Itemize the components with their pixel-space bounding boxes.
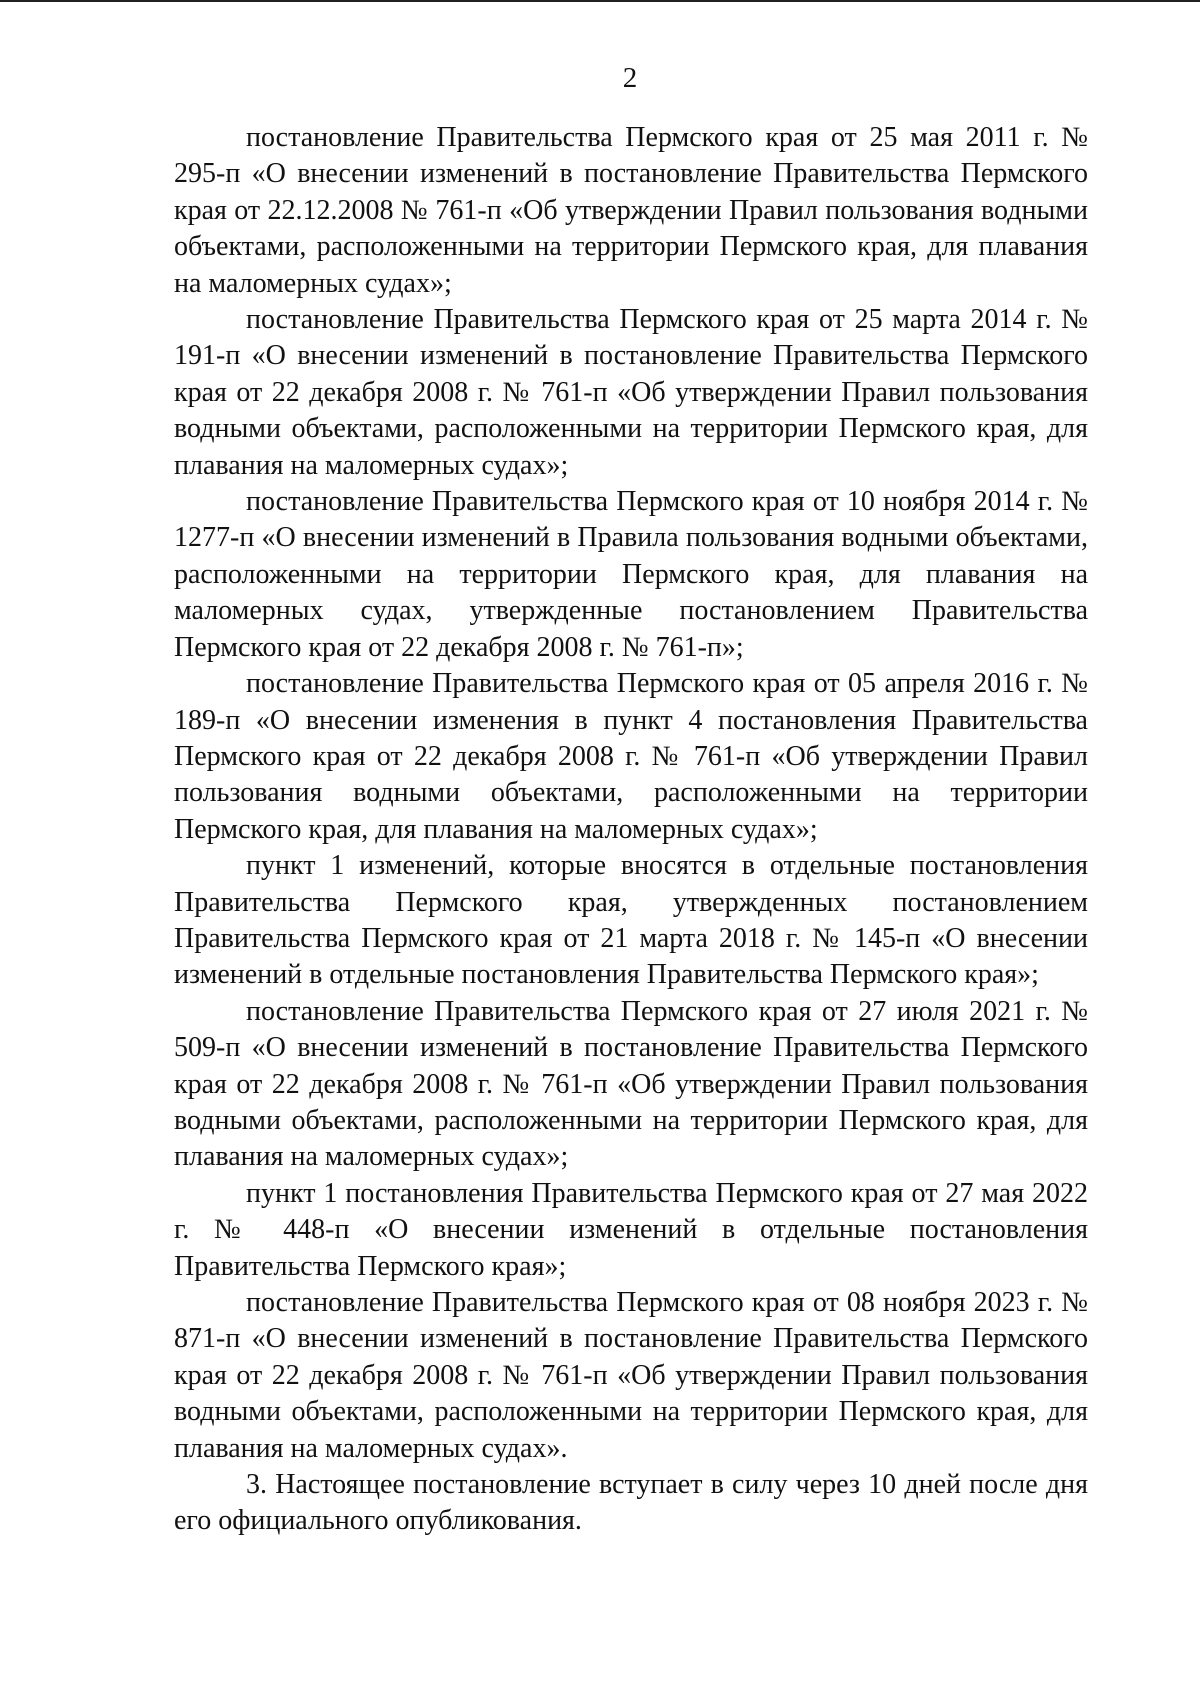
page-top-edge — [0, 0, 1200, 2]
paragraph-resolution-145p: пункт 1 изменений, которые вносятся в отдельные постановления Правительства Пермского края, утвержденных постановлением Правительства Пермского края от 21 марта 2018 г. № 145-п «О внесении изменений в отдельные постановления Правительства Пермского края»; — [174, 850, 1088, 991]
paragraph-resolution-191p: постановление Правительства Пермского края от 25 марта 2014 г. № 191-п «О внесении изменений в постановление Правительства Пермского края от 22 декабря 2008 г. № 761-п «Об утверждении Правил пользования водными объектами, расположенными на территории Пермского края, для плавания на маломерных судах»; — [174, 304, 1088, 481]
paragraph-resolution-1277p: постановление Правительства Пермского края от 10 ноября 2014 г. № 1277-п «О внесении изменений в Правила пользования водными объектами, расположенными на территории Пермского края, для плавания на маломерных судах, утвержденные постановлением Правительства Пермского края от 22 декабря 2008 г. № 761-п»; — [174, 486, 1088, 663]
document-body — [174, 120, 1088, 1540]
page-number: 2 — [622, 62, 638, 94]
paragraph-effective-date: 3. Настоящее постановление вступает в силу через 10 дней после дня его официального опубликования. — [174, 1469, 1088, 1537]
paragraph-resolution-871p: постановление Правительства Пермского края от 08 ноября 2023 г. № 871-п «О внесении изменений в постановление Правительства Пермского края от 22 декабря 2008 г. № 761-п «Об утверждении Правил пользования водными объектами, расположенными на территории Пермского края, для плавания на маломерных судах». — [174, 1287, 1088, 1464]
paragraph-resolution-448p: пункт 1 постановления Правительства Пермского края от 27 мая 2022 г. № 448-п «О внесении изменений в отдельные постановления Правительства Пермского края»; — [174, 1177, 1088, 1282]
paragraph-resolution-509p: постановление Правительства Пермского края от 27 июля 2021 г. № 509-п «О внесении изменений в постановление Правительства Пермского края от 22 декабря 2008 г. № 761-п «Об утверждении Правил пользования водными объектами, расположенными на территории Пермского края, для плавания на маломерных судах»; — [174, 995, 1088, 1173]
paragraph-resolution-295p: постановление Правительства Пермского края от 25 мая 2011 г. № 295-п «О внесении изменений в постановление Правительства Пермского края от 22.12.2008 № 761-п «Об утверждении Правил пользования водными объектами, расположенными на территории Пермского края, для плавания на маломерных судах»; — [174, 122, 1088, 299]
paragraph-resolution-189p: постановление Правительства Пермского края от 05 апреля 2016 г. № 189-п «О внесении изменения в пункт 4 постановления Правительства Пермского края от 22 декабря 2008 г. № 761-п «Об утверждении Правил пользования водными объектами, расположенными на территории Пермского края, для плавания на маломерных судах»; — [174, 668, 1088, 845]
